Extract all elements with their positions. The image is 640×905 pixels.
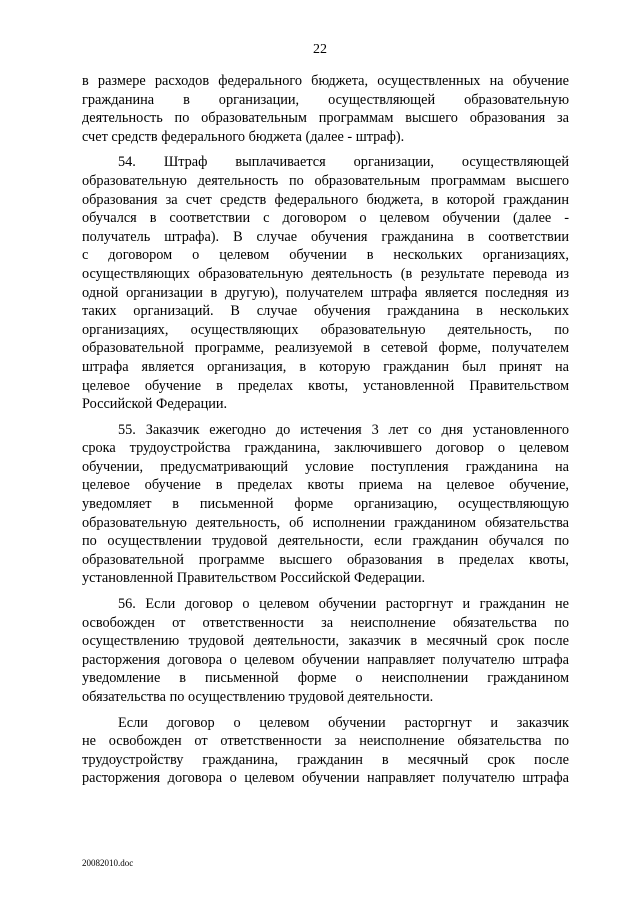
text-line: осуществляющих образовательную деятельность (в результате перевода из bbox=[82, 265, 569, 282]
text-line: счет средств федерального бюджета (далее - штраф). bbox=[82, 128, 405, 145]
text-line: обучался в соответствии с договором о целевом обучении (далее - bbox=[82, 210, 569, 227]
text-line: образовательную деятельность по образовательным программам высшего bbox=[82, 172, 569, 189]
text-line: по осуществлении трудовой деятельности, если гражданин обучался по bbox=[82, 533, 569, 550]
text-line: образовательной программе, реализуемой в сетевой форме, получателем bbox=[82, 340, 569, 357]
text-line: освобожден от ответственности за неисполнение обязательства по bbox=[82, 614, 569, 631]
page-number: 22 bbox=[313, 42, 327, 57]
text-line: гражданина в организации, осуществляющей образовательную bbox=[82, 91, 569, 108]
text-line: 54. Штраф выплачивается организации, осуществляющей bbox=[118, 154, 569, 171]
text-line: организациях, осуществляющих образовательную деятельность, по bbox=[82, 321, 569, 338]
text-line: расторжения договора о целевом обучении направляет получателю штрафа bbox=[82, 770, 569, 787]
text-line: целевое обучение в пределах квоты, установленной Правительством bbox=[82, 377, 569, 394]
text-line: обучении, предусматривающий условие поступления гражданина на bbox=[82, 458, 569, 475]
text-line: 55. Заказчик ежегодно до истечения 3 лет со дня установленного bbox=[118, 421, 569, 438]
paragraph-continuation bbox=[82, 72, 569, 146]
text-line: одной организации в другую), получателем штрафа является последняя из bbox=[82, 284, 569, 301]
paragraph-56 bbox=[82, 595, 569, 707]
text-line: уведомляет в письменной форме организацию, осуществляющую bbox=[82, 496, 569, 513]
text-line: таких организаций. В случае обучения гражданина в нескольких bbox=[82, 303, 569, 320]
text-line: получатель штрафа). В случае обучения гражданина в соответствии bbox=[82, 228, 569, 245]
text-line: не освобожден от ответственности за неисполнение обязательства по bbox=[82, 733, 569, 750]
paragraph-55 bbox=[82, 421, 569, 588]
text-line: трудоустройству гражданина, гражданин в месячный срок после bbox=[82, 751, 569, 768]
text-line: образования за счет средств федерального бюджета, в которой гражданин bbox=[82, 191, 569, 208]
text-line: осуществлению трудовой деятельности, заказчик в месячный срок после bbox=[82, 633, 569, 650]
text-line: расторжения договора о целевом обучении направляет получателю штрафа bbox=[82, 651, 569, 668]
text-line: Если договор о целевом обучении расторгнут и заказчик bbox=[118, 714, 569, 731]
text-line: уведомление в письменной форме о неисполнении гражданином bbox=[82, 670, 569, 687]
text-line: деятельность по образовательным программам высшего образования за bbox=[82, 110, 569, 127]
text-line: 56. Если договор о целевом обучении расторгнут и гражданин не bbox=[118, 596, 569, 613]
text-line: целевое обучение в пределах квоты приема на целевое обучение, bbox=[82, 477, 569, 494]
text-line: в размере расходов федерального бюджета, осуществленных на обучение bbox=[82, 73, 569, 89]
paragraph-54 bbox=[82, 153, 569, 413]
paragraph-if-contract-terminated bbox=[82, 714, 569, 788]
footer-filename: 20082010.doc bbox=[82, 858, 134, 868]
text-line: срока трудоустройства гражданина, заключившего договор о целевом bbox=[82, 440, 569, 457]
text-line: образовательной программе высшего образования в пределах квоты, bbox=[82, 551, 569, 568]
text-line: установленной Правительством Российской Федерации. bbox=[82, 570, 426, 587]
text-line: обязательства по осуществлению трудовой деятельности. bbox=[82, 689, 434, 705]
document-body bbox=[82, 72, 569, 788]
text-line: штрафа является организация, в которую гражданин был принят на bbox=[82, 358, 569, 375]
text-line: Российской Федерации. bbox=[82, 396, 228, 413]
text-line: образовательную деятельность, об исполнении гражданином обязательства bbox=[82, 514, 569, 531]
text-line: с договором о целевом обучении в нескольких организациях, bbox=[82, 247, 569, 264]
